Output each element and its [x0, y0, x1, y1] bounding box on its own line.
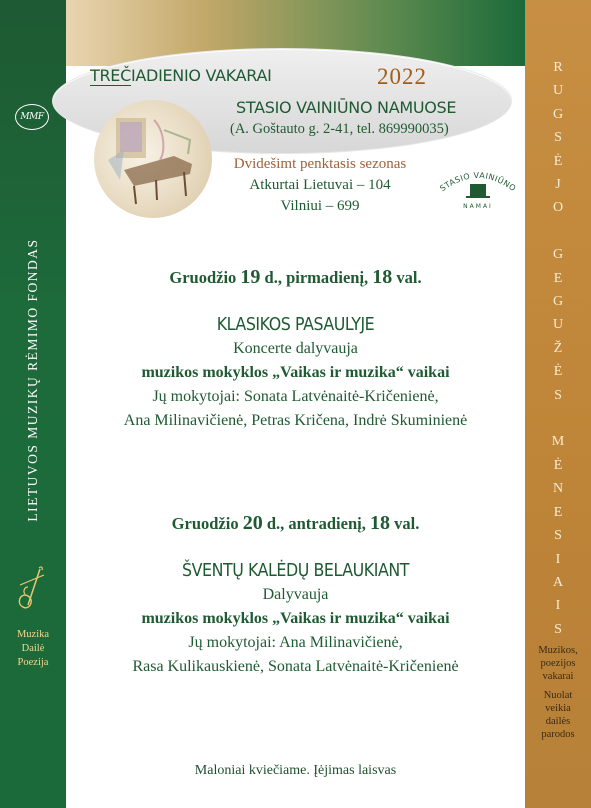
month-letter: Ė: [553, 364, 563, 380]
event-1-teachers-1: Jų mokytojai: Sonata Latvėnaitė-Kričenienė,: [152, 388, 439, 405]
date-text: Gruodžio: [169, 268, 241, 287]
piano-painting-image: [94, 100, 212, 218]
time-text: val.: [392, 268, 422, 287]
month-gap: [525, 220, 591, 243]
header-title-rest: IADIENIO VAKARAI: [130, 66, 272, 85]
house-logo-bottom-text: NAMAI: [463, 203, 493, 210]
mmf-logo: [15, 104, 49, 130]
event-2-teachers-2: Rasa Kulikauskienė, Sonata Latvėnaitė-Kričenienė: [132, 658, 459, 675]
house-logo-top-text: STASIO VAINIŪNO: [438, 170, 518, 194]
month-letter: M: [551, 434, 565, 450]
event-1-date: [66, 266, 525, 289]
time-number: 18: [369, 512, 390, 534]
month-letter: R: [553, 60, 563, 75]
caption-line: Muzikos,: [538, 645, 578, 656]
event-1-intro: Koncerte dalyvauja: [233, 340, 358, 357]
date-number: 19: [240, 266, 261, 288]
event-2-date: [66, 512, 525, 535]
house-logo: [436, 162, 520, 212]
caption-art: Dailė: [21, 643, 45, 654]
month-letter: A: [552, 574, 564, 590]
month-letter: G: [552, 247, 564, 263]
season-info: [200, 154, 440, 217]
month-letter: E: [553, 270, 563, 286]
month-letter: S: [554, 130, 562, 146]
caption-poetry: Poezija: [17, 657, 49, 668]
event-2-intro: Dalyvauja: [262, 586, 329, 603]
month-letter: S: [554, 387, 562, 403]
date-text: d., pirmadienį,: [260, 268, 373, 287]
caption-line: parodos: [541, 729, 575, 740]
month-letter: Ė: [553, 457, 563, 473]
header-title-underlined: TREČ: [90, 66, 131, 85]
event-1-title: KLASIKOS PASAULYJE: [216, 314, 375, 335]
caption-line: poezijos: [540, 658, 576, 669]
event-2-school: muzikos mokyklos „Vaikas ir muzika“ vaikai: [141, 610, 450, 627]
header-year: 2022: [377, 64, 427, 89]
event-2-teachers-1: Jų mokytojai: Ana Milinavičienė,: [188, 634, 403, 651]
month-letter: Ė: [553, 153, 563, 169]
months-vertical: [525, 56, 591, 641]
header-title-line-1: [90, 66, 272, 85]
month-letter: U: [552, 83, 564, 99]
caption-line: vakarai: [542, 671, 574, 682]
month-letter: E: [553, 504, 563, 520]
caption-line: veikia: [545, 703, 571, 714]
month-letter: G: [552, 294, 564, 310]
date-text: d., antradienį,: [262, 514, 370, 533]
month-letter: O: [552, 200, 564, 216]
event-1-school: muzikos mokyklos „Vaikas ir muzika“ vaikai: [141, 364, 450, 381]
mmf-logo-text: MMF: [20, 112, 44, 122]
event-1-teachers-2: Ana Milinavičienė, Petras Kričena, Indrė Skuminienė: [123, 412, 468, 429]
month-letter: Ž: [553, 340, 563, 356]
month-letter: U: [552, 317, 564, 333]
time-text: val.: [389, 514, 420, 533]
violin-icon: [14, 565, 52, 613]
caption-music: Muzika: [16, 629, 50, 640]
left-caption: [0, 628, 66, 670]
month-letter: N: [552, 481, 564, 497]
right-caption-evenings: [525, 644, 591, 683]
caption-line: dailės: [545, 716, 571, 727]
date-text: Gruodžio: [171, 514, 243, 533]
month-letter: G: [552, 106, 564, 122]
month-letter: S: [554, 621, 562, 637]
right-caption-exhibitions: [525, 689, 591, 741]
footer-invitation: Maloniai kviečiame. Įėjimas laisvas: [194, 763, 397, 778]
fund-name-vertical: LIETUVOS MUZIKŲ RĖMIMO FONDAS: [25, 238, 40, 522]
month-gap: [525, 407, 591, 430]
time-number: 18: [372, 266, 393, 288]
month-letter: S: [554, 528, 562, 544]
date-number: 20: [242, 512, 263, 534]
season-line: Dvidešimt penktasis sezonas: [233, 156, 407, 172]
event-2-title: ŠVENTŲ KALĖDŲ BELAUKIANT: [181, 560, 410, 581]
restored-lithuania-line: Atkurtai Lietuvai – 104: [249, 177, 391, 193]
caption-line: Nuolat: [543, 690, 573, 701]
vilnius-line: Vilniui – 699: [280, 198, 360, 214]
header-title-line-2: STASIO VAINIŪNO NAMUOSE: [236, 98, 457, 117]
month-letter: I: [555, 598, 561, 614]
month-letter: J: [555, 177, 561, 193]
header-address: (A. Goštauto g. 2-41, tel. 869990035): [230, 121, 449, 137]
month-letter: I: [555, 551, 561, 567]
